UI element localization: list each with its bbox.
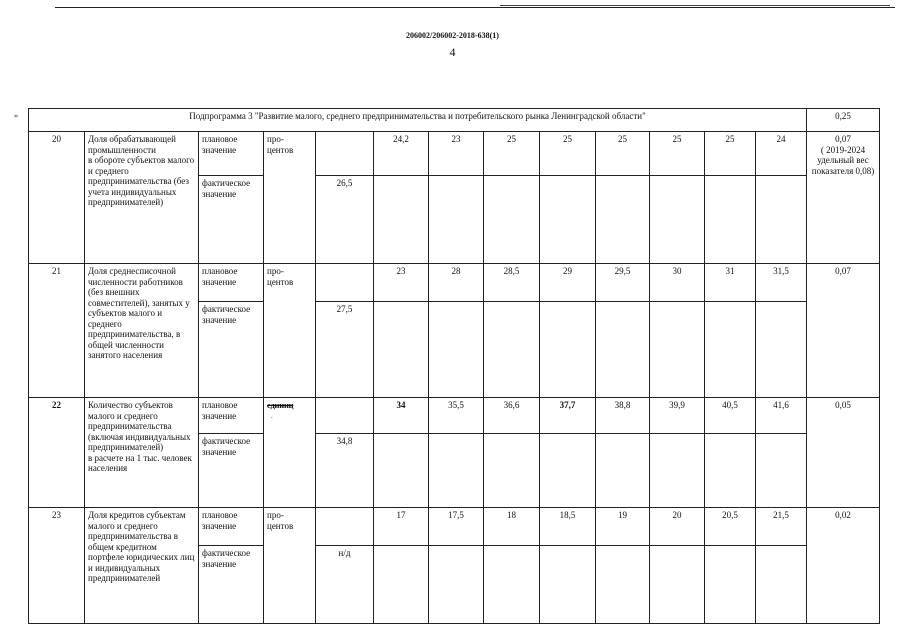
fact-value-cell (650, 546, 705, 624)
plan-value-cell: 25 (596, 132, 650, 176)
base-year-fact: 34,8 (316, 434, 374, 508)
plan-value-cell: 17 (374, 508, 429, 546)
header-rule-secondary (500, 5, 890, 6)
fact-value-cell (484, 176, 540, 264)
plan-value-cell: 25 (484, 132, 540, 176)
base-year-fact: 27,5 (316, 302, 374, 398)
plan-value-cell: 24 (756, 132, 807, 176)
fact-value-cell (374, 434, 429, 508)
stray-mark: . (271, 411, 273, 420)
plan-value-cell: 36,6 (484, 398, 540, 434)
plan-value-label: плановое значение (199, 264, 264, 302)
unit-of-measure: про- центов (264, 264, 316, 398)
base-year-plan (316, 508, 374, 546)
fact-value-cell (374, 176, 429, 264)
base-year-fact: 26,5 (316, 176, 374, 264)
plan-value-cell: 20,5 (705, 508, 756, 546)
indicator-weight: 0,05 (807, 398, 880, 508)
fact-value-cell (650, 434, 705, 508)
plan-value-cell: 37,7 (540, 398, 596, 434)
plan-value-cell: 31,5 (756, 264, 807, 302)
subprogram-title: Подпрограмма 3 "Развитие малого, среднего предпринимательства и потребительского рынка Ленинградской области" (29, 109, 807, 132)
plan-value-cell: 30 (650, 264, 705, 302)
page-number: 4 (449, 45, 456, 59)
fact-value-cell (756, 302, 807, 398)
indicator-plan-row (29, 132, 880, 176)
plan-value-cell: 34 (374, 398, 429, 434)
plan-value-cell: 19 (596, 508, 650, 546)
subprogram-weight: 0,25 (807, 109, 880, 132)
fact-value-cell (484, 546, 540, 624)
document-number: 206002/206002-2018-638(1) (406, 31, 499, 40)
plan-value-cell: 39,9 (650, 398, 705, 434)
indicator-name: Доля кредитов субъектам малого и среднего предпринимательства в общем кредитном портфеле юридических лиц и индивидуальных предпринимателей (85, 508, 199, 624)
fact-value-cell (756, 546, 807, 624)
fact-value-cell (596, 546, 650, 624)
fact-value-label: фактическое значение (199, 176, 264, 264)
plan-value-cell: 17,5 (429, 508, 484, 546)
fact-value-cell (429, 302, 484, 398)
fact-value-cell (429, 434, 484, 508)
fact-value-cell (705, 302, 756, 398)
plan-value-cell: 28,5 (484, 264, 540, 302)
plan-value-cell: 18 (484, 508, 540, 546)
indicator-number: 20 (29, 132, 85, 264)
opening-quote-mark: " (14, 114, 19, 125)
fact-value-cell (484, 434, 540, 508)
unit-of-measure (264, 398, 316, 508)
indicator-plan-row (29, 264, 880, 302)
plan-value-cell: 31 (705, 264, 756, 302)
subprogram-header-row (29, 109, 880, 132)
base-year-plan (316, 398, 374, 434)
plan-value-cell: 41,6 (756, 398, 807, 434)
indicator-plan-row (29, 398, 880, 434)
plan-value-cell: 25 (540, 132, 596, 176)
plan-value-cell: 23 (429, 132, 484, 176)
plan-value-cell: 29 (540, 264, 596, 302)
fact-value-cell (596, 302, 650, 398)
plan-value-cell: 35,5 (429, 398, 484, 434)
plan-value-cell: 25 (705, 132, 756, 176)
fact-value-cell (540, 302, 596, 398)
plan-value-cell: 23 (374, 264, 429, 302)
indicator-weight: 0,02 (807, 508, 880, 624)
fact-value-cell (540, 546, 596, 624)
plan-value-cell: 25 (650, 132, 705, 176)
fact-value-cell (540, 434, 596, 508)
fact-value-cell (596, 434, 650, 508)
fact-value-cell (650, 176, 705, 264)
fact-value-cell (705, 176, 756, 264)
fact-value-cell (484, 302, 540, 398)
indicator-number: 22 (29, 398, 85, 508)
fact-value-cell (540, 176, 596, 264)
fact-value-cell (596, 176, 650, 264)
plan-value-cell: 38,8 (596, 398, 650, 434)
fact-value-cell (756, 434, 807, 508)
plan-value-cell: 20 (650, 508, 705, 546)
plan-value-cell: 28 (429, 264, 484, 302)
fact-value-label: фактическое значение (199, 434, 264, 508)
fact-value-cell (705, 434, 756, 508)
fact-value-label: фактическое значение (199, 546, 264, 624)
base-year-fact: н/д (316, 546, 374, 624)
indicator-number: 23 (29, 508, 85, 624)
fact-value-label: фактическое значение (199, 302, 264, 398)
unit-of-measure: про- центов (264, 132, 316, 264)
indicator-weight: 0,07 (807, 264, 880, 398)
fact-value-cell (705, 546, 756, 624)
fact-value-cell (374, 302, 429, 398)
plan-value-cell: 29,5 (596, 264, 650, 302)
plan-value-cell: 21,5 (756, 508, 807, 546)
fact-value-cell (374, 546, 429, 624)
base-year-plan (316, 264, 374, 302)
fact-value-cell (650, 302, 705, 398)
header-rule (55, 7, 895, 8)
unit-of-measure: про- центов (264, 508, 316, 624)
indicator-name: Количество субъектов малого и среднего предпринимательства (включая индивидуальных предпринимателей) в расчете на 1 тыс. человек населения (85, 398, 199, 508)
plan-value-cell: 40,5 (705, 398, 756, 434)
plan-value-cell: 18,5 (540, 508, 596, 546)
fact-value-cell (756, 176, 807, 264)
indicator-name: Доля обрабатывающей промышленности в обороте субъектов малого и среднего предпринимательства (без учета индивидуальных предпринимателей) (85, 132, 199, 264)
plan-value-label: плановое значение (199, 398, 264, 434)
unit-label: единиц (267, 400, 294, 410)
fact-value-cell (429, 176, 484, 264)
indicator-number: 21 (29, 264, 85, 398)
indicator-name: Доля среднесписочной численности работников (без внешних совместителей), занятых у субъектов малого и среднего предпринимательства, в общей численности занятого населения (85, 264, 199, 398)
indicators-table (28, 108, 880, 624)
plan-value-cell: 24,2 (374, 132, 429, 176)
indicator-weight: 0,07 ( 2019-2024 удельный вес показателя 0,08) (807, 132, 880, 264)
indicator-plan-row (29, 508, 880, 546)
base-year-plan (316, 132, 374, 176)
fact-value-cell (429, 546, 484, 624)
plan-value-label: плановое значение (199, 508, 264, 546)
plan-value-label: плановое значение (199, 132, 264, 176)
